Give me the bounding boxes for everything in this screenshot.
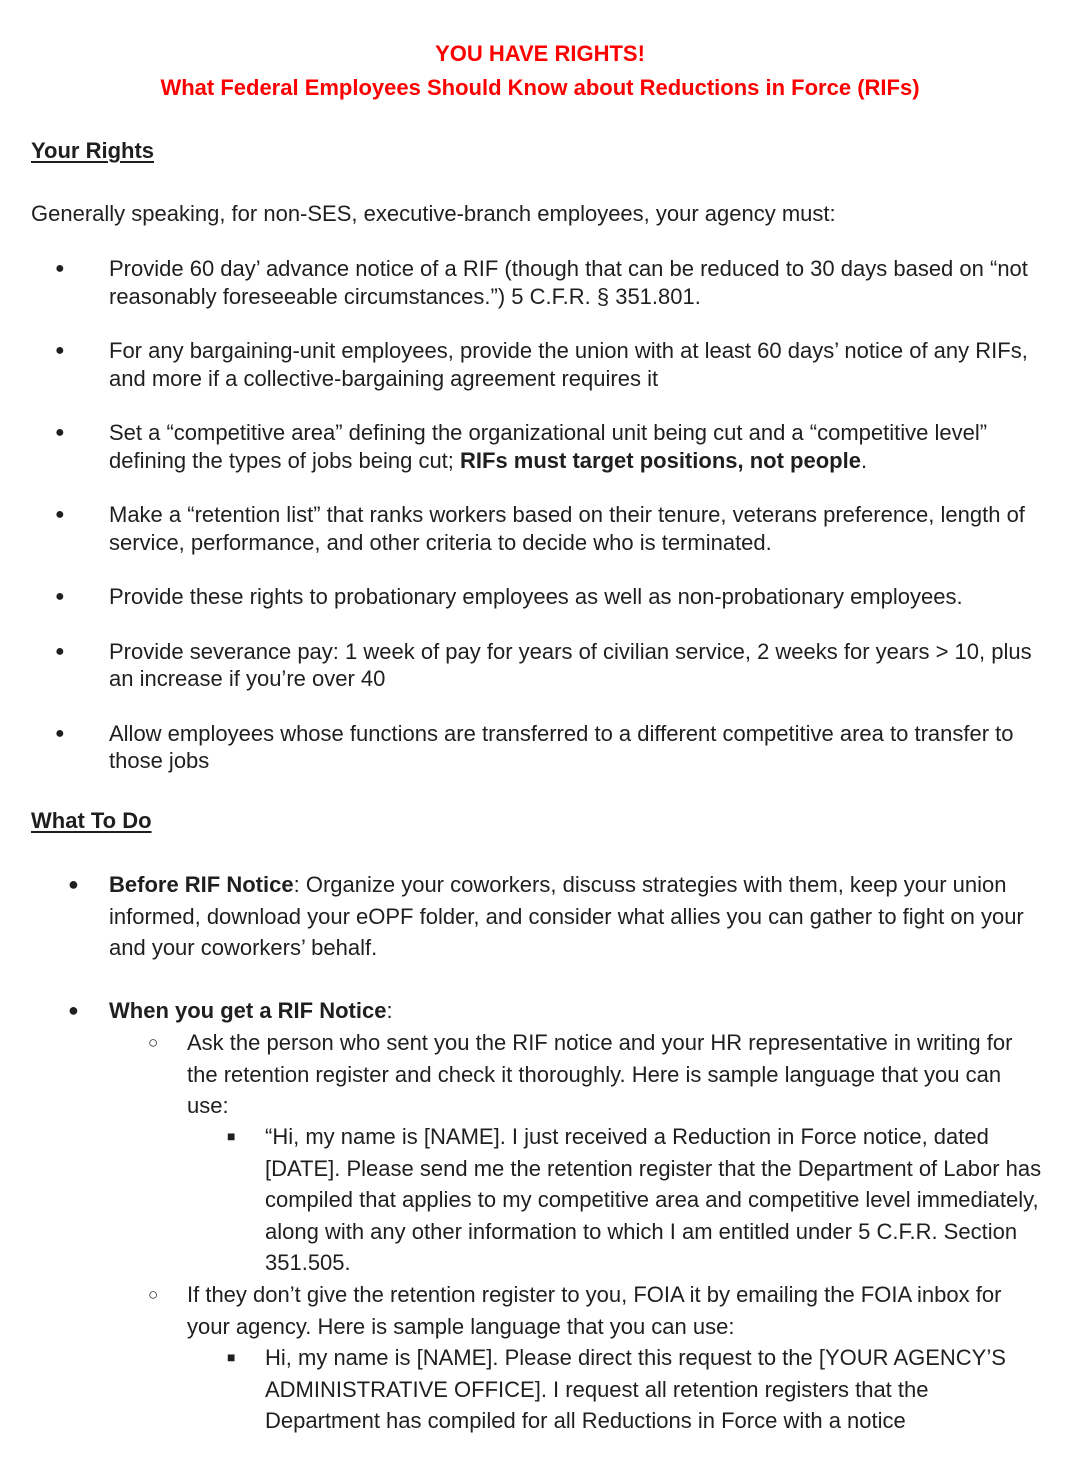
bullet-icon: ● bbox=[55, 642, 65, 660]
rights-list-item bbox=[0, 583, 1080, 611]
rights-item-text: Provide 60 day’ advance notice of a RIF (though that can be reduced to 30 days based on “not reasonably foreseeable circumstances.”) 5 C.F.R. § 351.801. bbox=[109, 256, 1028, 309]
rights-item-emphasis: RIFs must target positions, not people bbox=[460, 447, 861, 473]
rights-item-text-end: . bbox=[860, 447, 868, 473]
rights-list-item bbox=[0, 638, 1080, 693]
sample-language-text: “Hi, my name is [NAME]. I just received a Reduction in Force notice, dated [DATE]. Please send me the retention register that the Department of Labor has compiled that applies to my competitive area and competitive level immediately, along with any other information to which I am entitled under 5 C.F.R. Section 351.505. bbox=[265, 1124, 1042, 1275]
bullet-icon: ● bbox=[55, 588, 65, 605]
when-notice-colon: : bbox=[386, 998, 393, 1023]
hollow-bullet-icon: ○ bbox=[148, 1033, 159, 1052]
when-notice-item bbox=[0, 995, 1080, 1027]
bullet-icon: ● bbox=[68, 1000, 79, 1020]
sub-item-text: Ask the person who sent you the RIF notice and your HR representative in writing for the retention register and check it thoroughly. Here is sample language that you can use: bbox=[187, 1030, 1013, 1118]
sample-language-1 bbox=[0, 1121, 1080, 1279]
rights-list-item bbox=[0, 501, 1080, 556]
sample-language-2 bbox=[0, 1342, 1080, 1437]
rights-item-text: For any bargaining-unit employees, provide the union with at least 60 days’ notice of any RIFs, and more if a collective-bargaining agreement requires it bbox=[109, 338, 1028, 391]
rights-list-item bbox=[0, 255, 1080, 310]
rights-item-text: Allow employees whose functions are transferred to a different competitive area to transfer to those jobs bbox=[109, 720, 1014, 773]
document-title: YOU HAVE RIGHTS! bbox=[435, 41, 645, 66]
rights-item-text: Make a “retention list” that ranks workers based on their tenure, veterans preference, length of service, performance, and other criteria to decide who is terminated. bbox=[109, 502, 1025, 555]
rights-item-text: Provide these rights to probationary employees as well as non-probationary employees. bbox=[109, 584, 963, 609]
rights-list bbox=[0, 255, 1080, 775]
before-notice-text: Organize your coworkers, discuss strategies with them, keep your union informed, download your eOPF folder, and consider what allies you can gather to fight on your and your coworkers’ behalf. bbox=[109, 872, 1024, 960]
square-bullet-icon: ■ bbox=[227, 1128, 236, 1144]
square-bullet-icon: ■ bbox=[227, 1349, 236, 1365]
when-notice-label: When you get a RIF Notice bbox=[109, 998, 387, 1023]
rights-item-text: Set a “competitive area” defining the organizational unit being cut and a “competitive level” defining the types of jobs being cut; bbox=[109, 420, 988, 473]
before-notice-item bbox=[0, 869, 1080, 964]
before-notice-colon: : bbox=[293, 872, 300, 897]
bullet-icon: ● bbox=[55, 506, 65, 523]
rights-list-item bbox=[0, 419, 1080, 474]
bullet-icon: ● bbox=[55, 724, 65, 742]
sub-item-foia bbox=[0, 1279, 1080, 1342]
what-to-do-heading: What To Do bbox=[31, 808, 152, 833]
sub-item-retention-request bbox=[0, 1027, 1080, 1122]
bullet-icon: ● bbox=[55, 260, 65, 277]
before-notice-label: Before RIF Notice bbox=[109, 872, 294, 897]
sub-item-text: If they don’t give the retention register to you, FOIA it by emailing the FOIA inbox for your agency. Here is sample language that you can use: bbox=[187, 1282, 1002, 1339]
rights-intro: Generally speaking, for non-SES, executive-branch employees, your agency must: bbox=[31, 201, 836, 226]
rights-list-item bbox=[0, 337, 1080, 392]
bullet-icon: ● bbox=[55, 342, 65, 359]
document-subtitle: What Federal Employees Should Know about Reductions in Force (RIFs) bbox=[160, 75, 920, 100]
your-rights-heading: Your Rights bbox=[31, 138, 155, 163]
bullet-icon: ● bbox=[55, 424, 65, 441]
sample-language-text: Hi, my name is [NAME]. Please direct this request to the [YOUR AGENCY’S ADMINISTRATIVE OFFICE]. I request all retention registers that the Department has compiled for all Reductions in Force with a notice bbox=[265, 1345, 1006, 1433]
rights-item-text: Provide severance pay: 1 week of pay for years of civilian service, 2 weeks for years > 10, plus an increase if you’re over 40 bbox=[109, 638, 1032, 691]
rights-list-item bbox=[0, 720, 1080, 775]
hollow-bullet-icon: ○ bbox=[148, 1285, 159, 1304]
bullet-icon: ● bbox=[68, 874, 79, 894]
